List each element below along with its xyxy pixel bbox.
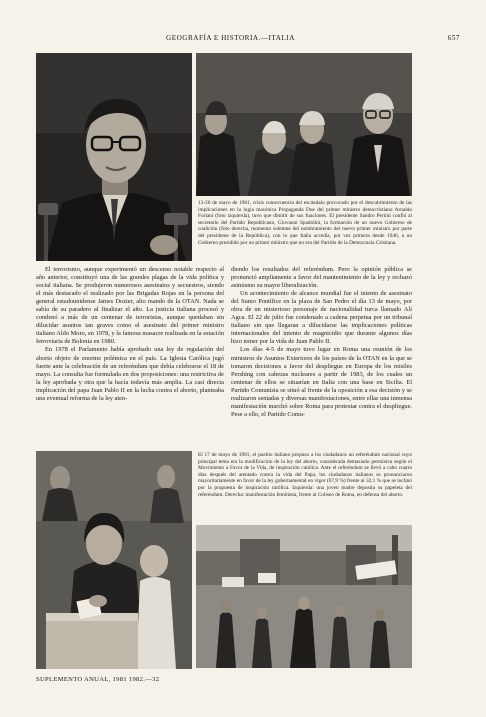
body-column-left (36, 266, 224, 403)
body-paragraph: diendo los resultados del referéndum. Pero la opinión pública se pronunció ampliamente a favor del mantenimiento de la ley y rechazó asimismo su mayor liberalización. (231, 266, 412, 290)
body-paragraph: En 1978 el Parlamento había aprobado una ley de regulación del aborto objeto de enorme polémica en el país. La Iglesia Católica jugó fuerte ante la celebración de un referéndum que debía celebrarse el 18 de mayo. La consulta fue formulada en dos proposiciones: una restrictiva de la ley aprobada y otra que la hacía todavía más amplia. La casi directa implicación del papa Juan Pablo II en la lucha contra el aborto, planteaba una eventual reforma de la ley aten- (36, 346, 224, 402)
body-paragraph: Un acontecimiento de alcance mundial fue el intento de asesinato del Sumo Pontífice en la plaza de San Pedro el día 13 de mayo, por obra de un misterioso personaje de nacionalidad turca llamado Alí Agca. El 22 de julio fue condenado a cadena perpetua por un tribunal italiano sin que llegaran a dilucidarse las implicaciones políticas internacionales del intento de magnicidio que durante algunos días hizo temer por la vida de Juan Pablo II. (231, 290, 412, 346)
page-header (36, 34, 460, 46)
running-title: GEOGRAFÍA E HISTORIA.—ITALIA (166, 34, 295, 42)
photo-feminist-demonstration (196, 525, 412, 668)
body-paragraph: Los días 4-5 de mayo tuvo lugar en Roma una reunión de los ministros de Asuntos Exteriores de los países de la OTAN en la que se tomaron decisiones a favor del despliegue en Europa de los misiles Pershing con cabezas nucleares a partir de 1983, de los cuales un centenar de ellos se situarían en Italia con una base en Sicilia. El Partido Comunista se situó al frente de la oposición a esa decisión y se realizaron sentadas y diversas manifestaciones, entre ellas una inmensa manifestación marchó sobre Roma para protestar contra el despliegue. Pese a ello, el Partido Comu- (231, 346, 412, 418)
body-column-right (231, 266, 412, 419)
page-footer: SUPLEMENTO ANUAL, 1981 1982.—32 (36, 676, 160, 683)
page-number: 657 (447, 34, 460, 42)
caption-bottom: El 17 de mayo de 1981, el pueblo italiano propuso a los ciudadanos un referéndum nacional cuyo principal tema era la modificación de la ley del aborto, considerada demasiado permisiva según el Movimiento a Favor de la Vida, de inspiración católica. Ante el referéndum se llevó a cabo cuatro días después del atentado contra la vida del Papa, los ciudadanos italianos se pronunciaron mayoritariamente en favor de la ley gubernamental en vigor (67,9 %) frente al 32,1 % que se inclinó por la propuesta de inspiración católica. Izquierda: una joven madre deposita su papeleta del referéndum. Derecha: manifestación feminista, frente al Coliseo de Roma, en defensa del aborto. (198, 452, 412, 498)
body-paragraph: El terrorismo, aunque experimentó un descenso notable respecto al año anterior, constituyó una de las grandes plagas de la vida política y social italiana. Se produjeron numerosos asesinatos y secuestros, siendo el más destacado el realizado por las Brigadas Rojas en la persona del general estadounidense James Dozier, alto mando de la OTAN. Nada se sabía de su paradero al finalizar el año. La justicia italiana procesó y condenó a más de un centenar de terroristas, aunque quedaban sin dilucidar asuntos tan graves como el asesinato del primer ministro italiano Aldo Moro, en 1978, y la famosa masacre realizada en la estación ferroviaria de Bolonia en 1980. (36, 266, 224, 346)
photo-pertini-spadolini (196, 53, 412, 196)
photo-referendum-vote (36, 451, 192, 669)
photo-forlani (36, 53, 192, 261)
caption-top: 13-26 de mayo de 1981, crisis consecuencia del escándalo provocado por el descubrimiento de las implicaciones en la logia masónica Propaganda Due del primer ministro democristiano Arnaldo Forlani (foto izquierda), tuvo que dimitir de sus funciones. El presidente Sandro Pertini confió al secretario del Partido Republicano, Giovanni Spadolini, la formación de un nuevo Gobierno de coalición (foto derecha, momento solemne del nombramiento del nuevo primer ministro por parte del presidente de la República), con lo que Italia accedía, por vez primera desde 1946, a un Gobierno presidido por un primer ministro que no era del Partido de la Democracia Cristiana. (198, 200, 412, 246)
